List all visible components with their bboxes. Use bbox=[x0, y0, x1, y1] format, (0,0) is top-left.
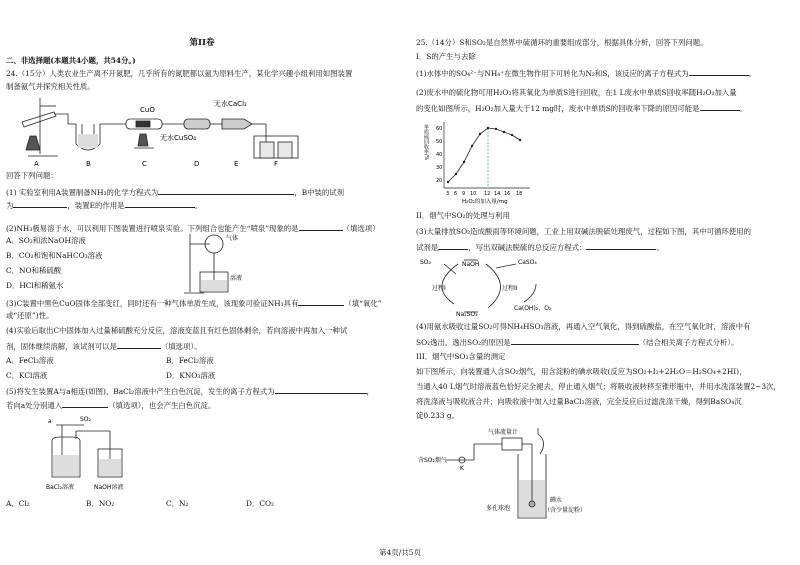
graph-xtick: 16 bbox=[504, 191, 511, 197]
q24-p2: (2)NH₃极易溶于水，可以利用下图装置进行喷泉实验。下列组合也能产生“喷泉”现象的是 （填选项） bbox=[6, 224, 380, 233]
double-alkali-cycle bbox=[418, 254, 578, 318]
graph-xtick: 9 bbox=[462, 191, 466, 197]
q25-p5-line1: 如下图所示，向装置通入含SO₂烟气，用含淀粉的碘水吸收(反应为SO₂+I₂+2H₂O＝H₂SO₄+2HI)， bbox=[416, 367, 747, 376]
graph-ylabel: 单质硫回收率/% bbox=[423, 124, 429, 161]
label-cacl2: 无水CaCl₂ bbox=[214, 100, 247, 108]
section-title: 二、非选择题(本题共4小题，共54分。) bbox=[6, 56, 136, 65]
graph-xtick: 10 bbox=[470, 191, 477, 197]
fountain-liquid-label: 溶液 bbox=[230, 275, 243, 282]
q24-p1-line1: (1) 实验室利用A装置制备NH₃的化学方程式为 ，B中装的试剂 bbox=[6, 188, 345, 197]
graph-xtick: 12 bbox=[484, 191, 491, 197]
apparatus-diagram bbox=[8, 94, 308, 170]
graph-xtick: 14 bbox=[494, 191, 501, 197]
answer-blank[interactable] bbox=[125, 199, 195, 208]
answer-blank[interactable] bbox=[62, 399, 108, 408]
iodine-label: 碘水 bbox=[550, 497, 563, 504]
answer-blank[interactable] bbox=[158, 186, 294, 195]
q24-p4-options-row2: C．KCl溶液 D．KNO₃溶液 bbox=[6, 371, 216, 380]
graph-xtick: 6 bbox=[454, 191, 458, 197]
cycle-naoh: NaOH bbox=[462, 261, 480, 268]
q25-p1: (1)水体中的SO₄²⁻与NH₄⁺在微生物作用下可转化为N₂和S，该反应的离子方程式为 。 bbox=[416, 69, 757, 78]
cycle-proc1: 过程I bbox=[432, 285, 446, 292]
fountain-gas-label: 气体 bbox=[226, 235, 239, 242]
q24-p4-line2: 剂，固体继续溶解，该试剂可以是 （填选项）。 bbox=[6, 342, 202, 351]
valve-k-label: K bbox=[460, 465, 464, 472]
answer-blank[interactable] bbox=[689, 67, 749, 76]
flow-meter-label: 气体流量计 bbox=[488, 429, 519, 436]
graph-xtick: 18 bbox=[516, 191, 523, 197]
starch-label: （含少量淀粉） bbox=[544, 507, 587, 514]
answer-blank[interactable] bbox=[511, 336, 639, 345]
q25-p2-line2: 的变化如图所示，H₂O₂加入量大于12 mg时，废水中单质S的回收率下降的原因可能是 。 bbox=[416, 104, 747, 113]
label-C: C bbox=[142, 160, 147, 168]
cycle-so2: SO₂ bbox=[420, 259, 431, 266]
answer-blank[interactable] bbox=[586, 241, 656, 250]
answer-blank[interactable] bbox=[299, 222, 343, 231]
bacl2-naoh-diagram bbox=[36, 411, 146, 495]
so2-measurement-diagram bbox=[418, 424, 588, 534]
flue-gas-label: 含SO₂烟气 bbox=[418, 457, 447, 464]
cycle-caoh: Ca(OH)₂、O₂ bbox=[514, 305, 552, 312]
q24-p2-option: D．HCl和稀氨水 bbox=[6, 281, 64, 290]
cycle-na2so3: Na₂SO₃ bbox=[456, 311, 478, 318]
graph-ytick: 30 bbox=[436, 165, 443, 171]
page-footer: 第4页/共5页 bbox=[378, 548, 422, 557]
q24-p5-options: A．Cl₂ B．NO₂ C．N₂ D．CO₂ bbox=[6, 499, 274, 508]
answer-blank[interactable] bbox=[298, 297, 344, 306]
label-cuso4: 无水CuSO₄ bbox=[160, 134, 197, 142]
q24-p5-line2: 若向a处分别通入 （填选项），也会产生白色沉淀。 bbox=[6, 401, 216, 410]
q25-part3-title: III．烟气中SO₂含量的测定 bbox=[416, 352, 506, 361]
graph-ytick: 50 bbox=[436, 139, 443, 145]
volume-title: 第II卷 bbox=[189, 38, 215, 48]
q24-p4-line1: (4)实验后取出C中固体加入过量稀硫酸充分反应，溶液变蓝且有红色固体剩余，若向溶液中再加入一种试 bbox=[6, 326, 348, 335]
q24-p2-option: B．CO₂和饱和NaHCO₃溶液 bbox=[6, 251, 103, 260]
a-label: a bbox=[48, 418, 52, 425]
q24-intro-line2: 制备氨气并探究相关性质。 bbox=[6, 82, 95, 91]
answer-blank[interactable] bbox=[275, 385, 367, 394]
q25-p5-line2: 当通入40 L烟气时溶液蓝色恰好完全褪去，停止通入烟气；将吸收液转移至锥形瓶中，并用水洗涤装置2~3次， bbox=[416, 382, 781, 391]
q25-p5-line4: 淀0.233 g。 bbox=[416, 411, 460, 420]
label-F: F bbox=[274, 160, 279, 168]
q25-p5-line3: 将洗涤液与吸收液合并；向吸收液中加入过量BaCl₂溶液，完全反应后过滤洗涤干燥，得到BaSO₄沉 bbox=[416, 397, 742, 406]
label-B: B bbox=[86, 160, 91, 168]
recovery-graph bbox=[418, 116, 538, 206]
q24-p5-line1: (5)将发生装置A与a相连(如图)，BaCl₂溶液中产生白色沉淀，发生的离子方程式为 ， bbox=[6, 387, 374, 396]
q25-p3-line1: (3)大量排放SO₂造成酸雨等环境问题，工业上用双碱法脱硫处理废气，过程如下图，其中可循环使用的 bbox=[416, 227, 751, 236]
q25-p2-line1: (2)废水中的硫化物可用H₂O₂将其氧化为单质S进行回收，在1 L废水中单质S回收率随H₂O₂加入量 bbox=[416, 88, 737, 97]
answer-blank[interactable] bbox=[438, 241, 468, 250]
label-E: E bbox=[234, 160, 239, 168]
q24-p3-line2: 或“还原”)性。 bbox=[6, 311, 54, 320]
q24-intro-line1: 24.（15分）人类农业生产离不开氮肥，几乎所有的氮肥都以氨为原料生产，某化学兴趣小组利用如图装置 bbox=[6, 69, 353, 78]
q24-p1-line2: 为 ，装置E的作用是 。 bbox=[6, 201, 202, 210]
q24-p4-options-row1: A．FeCl₃溶液 B．FeCl₂溶液 bbox=[6, 356, 214, 365]
q25-p4-line1: (4)用氨水吸收过量SO₂可得NH₄HSO₃溶液，再通入空气氧化，得到硫酸盐，在空气氧化时，溶液中有 bbox=[416, 322, 751, 331]
naoh-label: NaOH溶液 bbox=[94, 484, 124, 491]
graph-ytick: 60 bbox=[436, 126, 443, 132]
q24-p2-option: A．SO₂和浓NaOH溶液 bbox=[6, 236, 86, 245]
cycle-proc2: 过程II bbox=[502, 285, 518, 292]
answer-prompt: 回答下列问题： bbox=[6, 171, 58, 180]
graph-xlabel: H₂O₂的加入量/mg bbox=[462, 199, 508, 205]
bacl2-label: BaCl₂溶液 bbox=[46, 484, 75, 491]
graph-ytick: 40 bbox=[436, 152, 443, 158]
answer-blank[interactable] bbox=[117, 340, 161, 349]
q24-p3-line1: (3)C装置中黑色CuO固体全部变红，同时还有一种气体单质生成，该现象可验证NH₃具有 （填“氧化” bbox=[6, 299, 382, 308]
q25-intro: 25.（14分）S和SO₂是自然界中硫循环的重要组成部分，根据具体分析，回答下列问题。 bbox=[416, 38, 708, 47]
q25-part2-title: II．烟气中SO₂的处理与利用 bbox=[416, 211, 510, 220]
graph-ytick: 20 bbox=[436, 178, 443, 184]
so2-label: SO₂ bbox=[80, 416, 91, 423]
q25-p3-line2: 试剂是 ，写出双碱法脱硫的总反应方程式： 。 bbox=[416, 243, 664, 252]
cycle-caso4: CaSO₄ bbox=[518, 259, 537, 266]
bubbler-label: 多孔球泡 bbox=[486, 505, 511, 512]
q24-p2-option: C．NO和稀硫酸 bbox=[6, 266, 62, 275]
label-A: A bbox=[34, 160, 39, 168]
label-D: D bbox=[194, 160, 200, 168]
q25-p4-line2: SO₂逸出，逸出SO₂的原因是 （结合相关离子方程式分析）。 bbox=[416, 338, 739, 347]
answer-blank[interactable] bbox=[13, 199, 67, 208]
answer-blank[interactable] bbox=[700, 102, 740, 111]
label-cuo: CuO bbox=[140, 106, 155, 114]
fountain-diagram bbox=[182, 230, 252, 296]
graph-xtick: 3 bbox=[446, 191, 450, 197]
q25-part1-title: I．S的产生与去除 bbox=[416, 52, 476, 61]
